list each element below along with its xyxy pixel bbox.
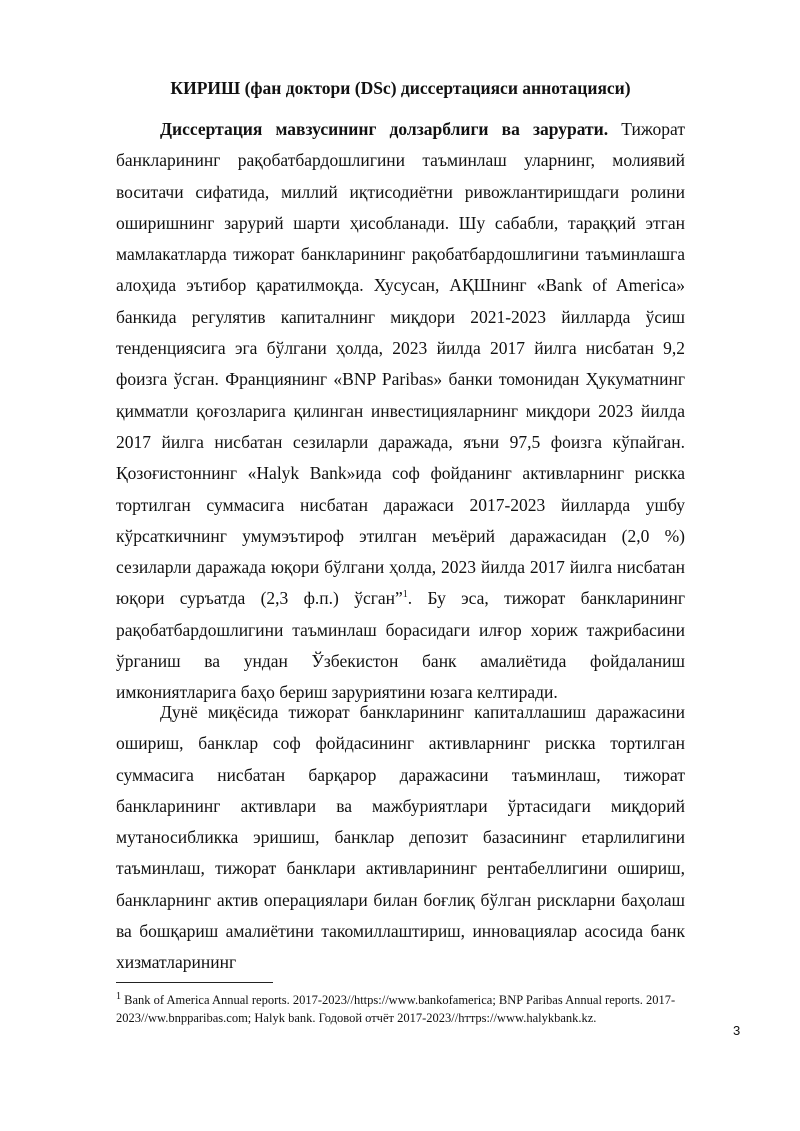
section-heading: КИРИШ (фан доктори (DSc) диссертацияси аннотацияси) [170,78,631,98]
footnote-marker: 1 [116,990,121,1002]
footnote-divider [116,982,273,983]
paragraph-lead: Диссертация мавзусининг долзарблиги ва зарурати. [160,119,609,139]
footnote [116,991,685,1027]
footnote-text: Bank of America Annual reports. 2017-2023//https://www.bankofamerica; BNP Paribas Annual reports. 2017-2023//ww.bnpparibas.com; Halyk bank. Годовой отчёт 2017-2023//hттps://www.halykbank.kz. [116,993,676,1025]
paragraph-relevance [116,114,685,709]
page-number: 3 [733,1023,741,1038]
footnote-reference[interactable]: 1 [402,589,408,601]
paragraph-body: Тижорат банкларининг рақобатбардошлигини таъминлаш уларнинг, молиявий воситачи сифатида, миллий иқтисодиётни ривожлантиришдаги ролини оширишнинг зарурий шарти ҳисобланади. Шу сабабли, тараққий этган мамлакатларда тижорат банкларининг рақобатбардошлигини таъминлашга алоҳида эътибор қаратилмоқда. Хусусан, АҚШнинг «Bank of America» банкида регулятив капиталнинг миқдори 2021-2023 йилларда ўсиш тенденциясига эга бўлгани ҳолда, 2023 йилда 2017 йилга нисбатан 9,2 фоизга ўсган. Франциянинг «BNP Paribas» банки томонидан Ҳукуматнинг қимматли қоғозларига қилинган инвестицияларнинг миқдори 2023 йилда 2017 йилга нисбатан сезиларли даражада, яъни 97,5 фоизга кўпайган. Қозоғистоннинг «Halyk Bank»ида соф фойданинг активларнинг рискка тортилган суммасига нисбатан даражаси 2017-2023 йилларда ушбу кўрсаткичнинг умумэътироф этилган меъёрий даражасидан (2,0 %) сезиларли даражада юқори бўлгани ҳолда, 2023 йилда 2017 йилга нисбатан юқори суръатда (2,3 ф.п.) ўсган” [116,119,685,609]
paragraph-world-practice: Дунё миқёсида тижорат банкларининг капиталлашиш даражасини ошириш, банклар соф фойдасининг активларнинг рискка тортилган суммасига нисбатан барқарор даражасини таъминлаш, тижорат банкларининг активлари ва мажбуриятлари ўртасидаги миқдорий мутаносибликка эришиш, банклар депозит базасининг етарлилигини таъминлаш, тижорат банклари активларининг рентабеллигини ошириш, банкларнинг актив операциялари билан боғлиқ бўлган рискларни баҳолаш ва бошқариш амалиётини такомиллаштириш, инновациялар асосида банк хизматларининг [116,702,685,973]
paragraph-body-tail: . Бу эса, тижорат банкларининг рақобатбардошлигини таъминлаш борасидаги илғор хориж тажрибасини ўрганиш ва ундан Ўзбекистон банк амалиётида фойдаланиш имкониятларига баҳо бериш заруриятини юзага келтиради. [116,588,686,703]
